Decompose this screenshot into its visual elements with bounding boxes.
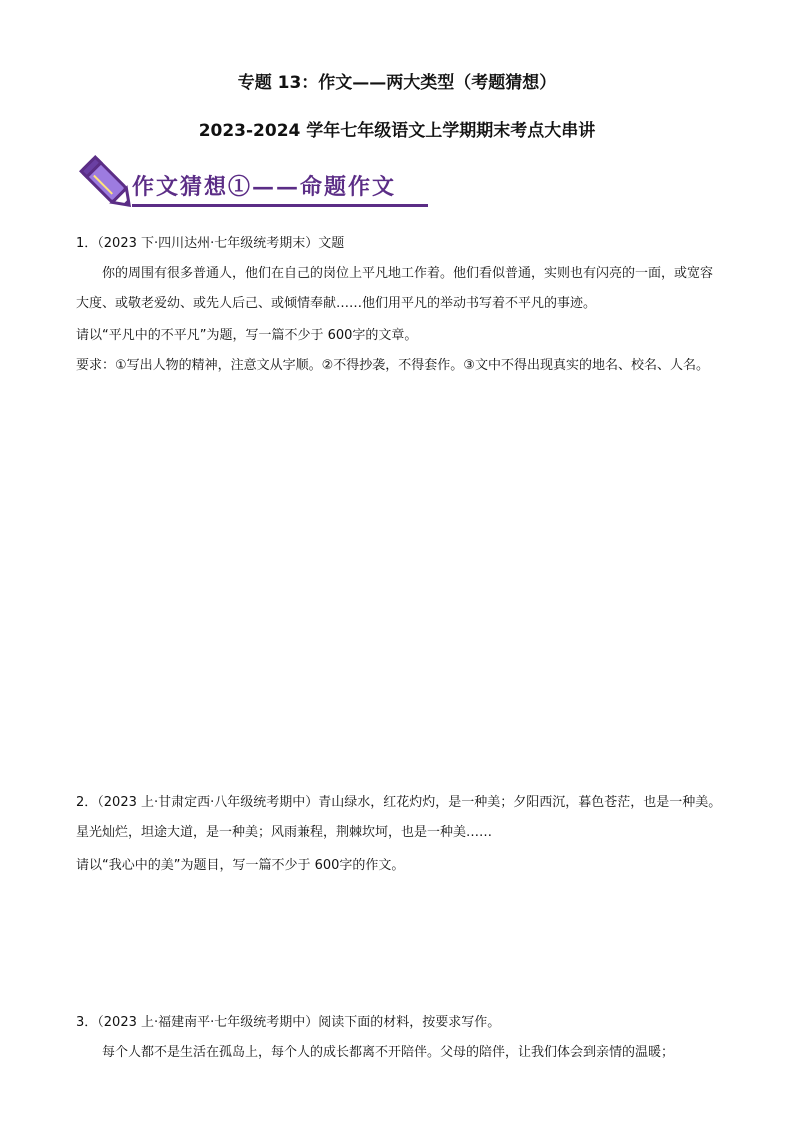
question-1-source: 1．（2023 下·四川达州·七年级统考期末）文题 [76,236,345,251]
question-3-source: 3．（2023 上·福建南平·七年级统考期中）阅读下面的材料，按要求写作。 [76,1015,501,1030]
section-heading: 作文猜想①——命题作文 [132,174,397,200]
heading-underline [132,204,428,207]
document-title: 专题 13：作文——两大类型（考题猜想） [237,73,557,93]
question-2-block [76,788,724,848]
question-2-source: 2．（2023 上·甘肃定西·八年级统考期中） [76,795,319,810]
question-2-material: 青山绿水，红花灼灼，是一种美；夕阳西沉，暮色苍茫，也是一种美。星光灿烂，坦途大道，是一种美；风雨兼程，荆棘坎坷，也是一种美…… [76,795,722,840]
document-subtitle: 2023-2024 学年七年级语文上学期期末考点大串讲 [198,121,596,141]
question-1-requirements: 要求：①写出人物的精神，注意文从字顺。②不得抄袭，不得套作。③文中不得出现真实的地名、校名、人名。 [76,358,709,373]
question-3-material: 每个人都不是生活在孤岛上，每个人的成长都离不开陪伴。父母的陪伴，让我们体会到亲情的温暖； [102,1045,675,1060]
section-banner [76,152,436,216]
question-1-prompt: 请以“平凡中的不平凡”为题，写一篇不少于 600字的文章。 [76,328,418,343]
question-1-material: 你的周围有很多普通人，他们在自己的岗位上平凡地工作着。他们看似普通，实则也有闪亮的一面，或宽容大度、或敬老爱幼、或先人后己、或倾情奉献……他们用平凡的举动书写着不平凡的事迹。 [76,266,714,311]
pencil-icon [76,152,140,216]
question-2-prompt: 请以“我心中的美”为题目，写一篇不少于 600字的作文。 [76,858,405,873]
